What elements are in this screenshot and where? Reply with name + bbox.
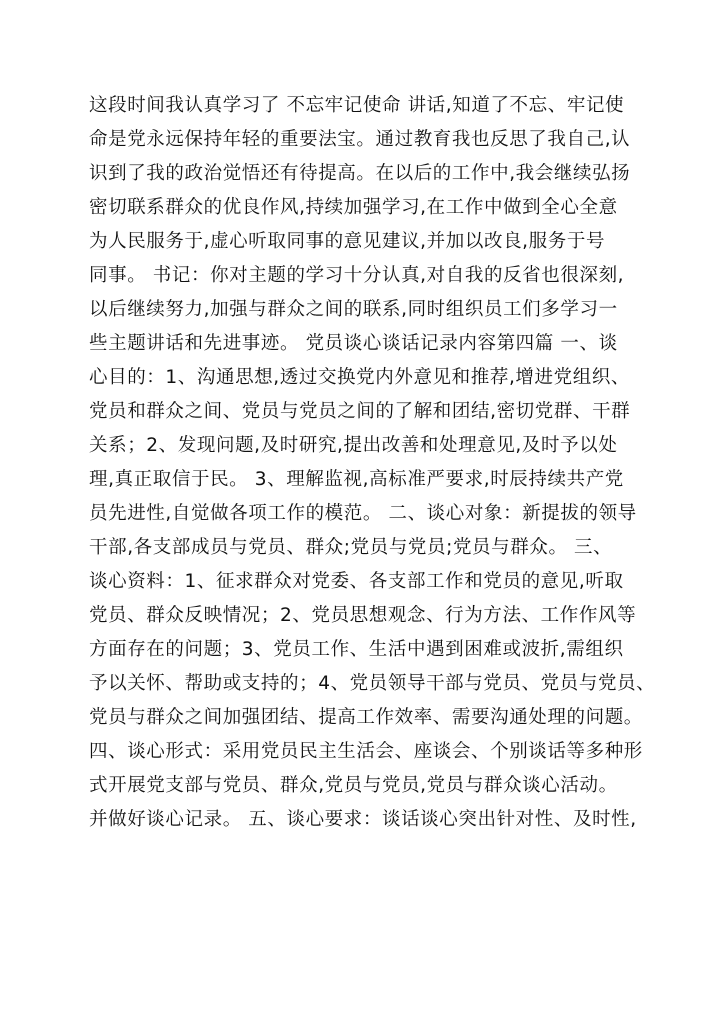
text-line: 四、谈心形式：采用党员民主生活会、座谈会、个别谈话等多种形 [89,741,643,762]
text-line: 心目的：1、沟通思想,透过交换党内外意见和推荐,增进党组织、 [89,367,631,388]
text-line: 同事。 书记：你对主题的学习十分认真,对自我的反省也很深刻, [89,265,625,286]
text-line: 党员、群众反映情况；2、党员思想观念、行为方法、工作作风等 [89,605,637,626]
text-line: 员先进性,自觉做各项工作的模范。 二、谈心对象：新提拔的领导 [89,503,637,524]
text-line: 些主题讲话和先进事迹。 党员谈心谈话记录内容第四篇 一、谈 [89,333,618,354]
text-line: 命是党永远保持年轻的重要法宝。通过教育我也反思了我自己,认 [89,129,631,150]
text-line: 并做好谈心记录。 五、谈心要求：谈话谈心突出针对性、及时性, [89,809,637,830]
text-line: 理,真正取信于民。 3、理解监视,高标准严要求,时辰持续共产党 [89,469,624,490]
text-line: 识到了我的政治觉悟还有待提高。在以后的工作中,我会继续弘扬 [89,163,631,184]
text-line: 以后继续努力,加强与群众之间的联系,同时组织员工们多学习一 [89,299,618,320]
text-line: 式开展党支部与党员、群众,党员与党员,党员与群众谈心活动。 [89,775,618,796]
text-line: 予以关怀、帮助或支持的；4、党员领导干部与党员、党员与党员、 [89,673,656,694]
text-line: 为人民服务于,虚心听取同事的意见建议,并加以改良,服务于号 [89,231,606,252]
text-line: 方面存在的问题；3、党员工作、生活中遇到困难或波折,需组织 [89,639,624,660]
text-line: 密切联系群众的优良作风,持续加强学习,在工作中做到全心全意 [89,197,618,218]
text-line: 党员和群众之间、党员与党员之间的了解和团结,密切党群、干群 [89,401,631,422]
text-line: 谈心资料：1、征求群众对党委、各支部工作和党员的意见,听取 [89,571,624,592]
text-line: 关系；2、发现问题,及时研究,提出改善和处理意见,及时予以处 [89,435,618,456]
text-line: 这段时间我认真学习了 不忘牢记使命 讲话,知道了不忘、牢记使 [89,95,625,116]
text-line: 干部,各支部成员与党员、群众;党员与党员;党员与群众。 三、 [89,537,613,558]
body-text [89,89,656,837]
text-line: 党员与群众之间加强团结、提高工作效率、需要沟通处理的问题。 [89,707,643,728]
